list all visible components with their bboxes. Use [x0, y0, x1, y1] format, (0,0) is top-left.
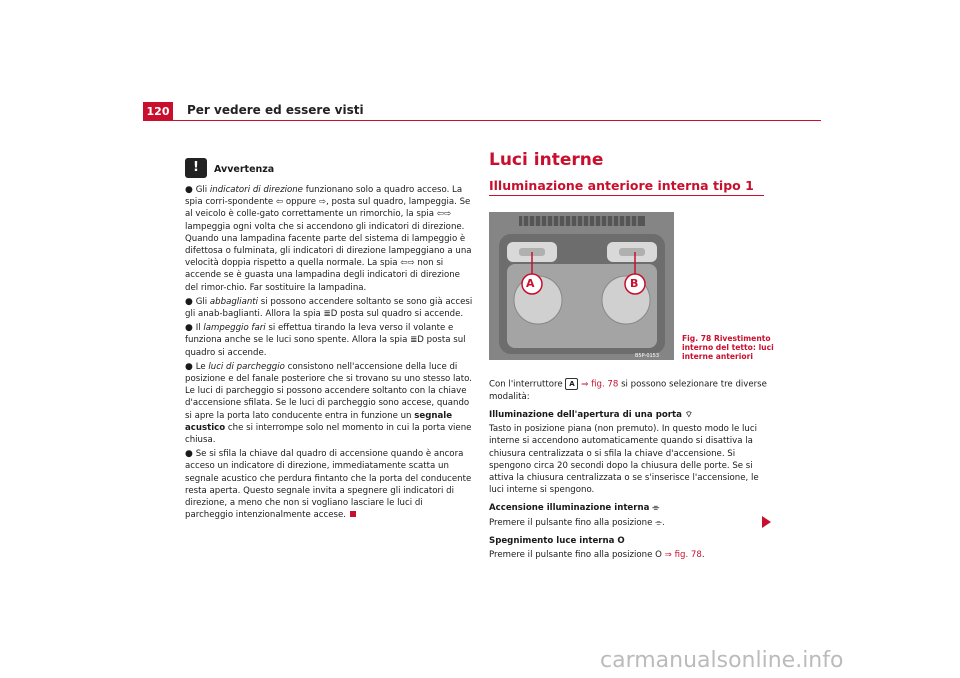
page-number: 120: [143, 102, 173, 121]
warning-bullet: ● Il lampeggio fari si effettua tirando la leva verso il volante e funziona anche se le luci sono spente. Allora la spia ≣D posta sul quadro si accende.: [185, 323, 466, 358]
warning-bullet: ● Gli indicatori di direzione funzionano solo a quadro acceso. La spia corri-spondente ⇦ oppure ⇨, posta sul quadro, lampeggia. Se al veicolo è colle-gato correttamente un rimorchio, la spia ⇦⇨ lampeggia ogni volta che si accendono gli indicatori di direzione. Quando una lampadina facente parte del sistema di lampeggio è difettosa o fulminata, gli indicatori di direzione lampeggiano a una velocità doppia rispetto a quella normale. La spia ⇦⇨ non si accende se è guasta una lampadina degli indicatori di direzione del rimor-chio. Far sostituire la lampadina.: [185, 185, 472, 293]
warning-box: [185, 158, 473, 523]
intro-paragraph: Con l'interruttore A ⇒ fig. 78 si possono selezionare tre diverse modalità:: [489, 379, 767, 402]
figure-code: B5P-0153: [635, 353, 660, 359]
figure-link[interactable]: ⇒ fig. 78: [664, 549, 702, 560]
warning-bullet: ● Gli abbaglianti si possono accendere soltanto se sono già accesi gli anab-baglianti. Allora la spia ≣D posta sul quadro si accende.: [185, 296, 473, 320]
figure-caption: Fig. 78 Rivestimento interno del tetto: luci interne anteriori: [682, 334, 774, 361]
paragraph-light-off-text: Premere il pulsante fino alla posizione O ⇒ fig. 78.: [489, 549, 705, 560]
page-header: [143, 102, 821, 121]
figure-label-b: B: [630, 277, 639, 290]
page-title: Per vedere ed essere visti: [187, 103, 364, 117]
section-header: [489, 150, 769, 196]
paragraph-door-light-text: Tasto in posizione piana (non premuto). In questo modo le luci interne si accendono automaticamente quando si disattiva la chiusura centralizzata o si sfila la chiave d'accensione. Si spengono circa 20 secondi dopo la chiusura delle porte. Se si attiva la chiusura centralizzata o se s'inserisce l'accensione, le luci interne si spengono.: [489, 424, 759, 496]
figure-label-a: A: [526, 277, 535, 290]
roof-light-illustration: [489, 212, 674, 360]
figure-image: [489, 212, 674, 360]
warning-bullet: ● Le luci di parcheggio consistono nell'accensione della luce di posizione e del fanale posteriore che si trovano su uno stesso lato. Le luci di parcheggio si possono accendere soltanto con la chiave d'accensione sfilata. Se le luci di parcheggio sono accese, quando si apre la porta lato conducente entra in funzione un segnale acustico che si interrompe solo nel momento in cui la porta viene chiusa.: [185, 361, 472, 446]
paragraph-light-off: Spegnimento luce interna O: [489, 535, 625, 546]
paragraph-light-on: Accensione illuminazione interna ⌯: [489, 503, 660, 514]
figure-link[interactable]: ⇒ fig. 78: [581, 379, 619, 390]
next-page-arrow-icon[interactable]: [762, 516, 771, 528]
paragraph-door-light: Illuminazione dell'apertura di una porta ⌔: [489, 409, 693, 420]
warning-bullet: ● Se si sfila la chiave dal quadro di accensione quando è ancora acceso un indicatore di direzione, immediatamente scatta un segnale acustico che perdura fintanto che la porta del conducente resta aperta. Questo segnale invita a spegnere gli indicatori di direzione, a meno che non si vogliano lasciare le luci di parcheggio intenzionalmente accese.: [185, 449, 472, 521]
warning-title: Avvertenza: [214, 164, 275, 175]
paragraph-light-on-text: Premere il pulsante fino alla posizione ⌯.: [489, 517, 665, 528]
section-subtitle: Illuminazione anteriore interna tipo 1: [489, 178, 764, 196]
body-text: [489, 378, 769, 567]
watermark: carmanualsonline.info: [600, 648, 844, 673]
section-title: Luci interne: [489, 150, 604, 170]
end-marker-icon: [350, 511, 356, 517]
warning-header: [185, 158, 473, 182]
warning-icon: !: [185, 158, 207, 178]
key-a-icon: A: [565, 378, 578, 390]
